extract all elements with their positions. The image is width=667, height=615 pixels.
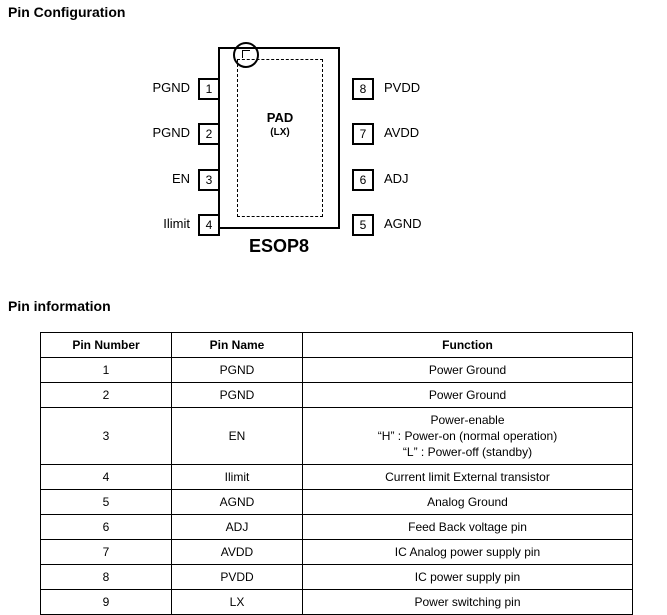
pin-label-6: ADJ: [384, 171, 409, 186]
pin-label-7: AVDD: [384, 125, 420, 140]
cell-function: [303, 408, 633, 465]
cell-pin-number: 3: [41, 408, 172, 465]
table-row: [41, 408, 633, 465]
function-line: Power-enable: [430, 413, 505, 427]
table-row: [41, 465, 633, 490]
table-row: [41, 515, 633, 540]
column-header-pin-name: Pin Name: [172, 333, 303, 358]
table-header-row: [41, 333, 633, 358]
cell-function: Feed Back voltage pin: [303, 515, 633, 540]
pin-label-1: PGND: [152, 80, 190, 95]
cell-pin-number: 4: [41, 465, 172, 490]
pin-box-2: 2: [198, 123, 220, 145]
cell-function: IC Analog power supply pin: [303, 540, 633, 565]
pad-label: PAD: [266, 110, 294, 125]
pin-box-3: 3: [198, 169, 220, 191]
cell-function: Power Ground: [303, 358, 633, 383]
cell-function: IC power supply pin: [303, 565, 633, 590]
exposed-pad-outline: [237, 59, 323, 217]
pin-box-1: 1: [198, 78, 220, 100]
cell-pin-number: 7: [41, 540, 172, 565]
table-row: [41, 383, 633, 408]
package-name-label: ESOP8: [248, 236, 310, 256]
cell-pin-name: AGND: [172, 490, 303, 515]
cell-pin-number: 1: [41, 358, 172, 383]
cell-pin-name: Ilimit: [172, 465, 303, 490]
table-row: [41, 358, 633, 383]
cell-pin-number: 6: [41, 515, 172, 540]
cell-pin-name: PGND: [172, 358, 303, 383]
column-header-function: Function: [303, 333, 633, 358]
pin-information-table: [40, 332, 633, 615]
cell-pin-name: ADJ: [172, 515, 303, 540]
table-row: [41, 540, 633, 565]
pin-information-table-wrapper: [40, 332, 632, 615]
cell-pin-number: 5: [41, 490, 172, 515]
pad-sublabel: (LX): [270, 127, 290, 138]
pin-box-6: 6: [352, 169, 374, 191]
pin-label-8: PVDD: [384, 80, 421, 95]
cell-pin-name: PVDD: [172, 565, 303, 590]
pin-label-3: EN: [171, 171, 190, 186]
column-header-pin-number: Pin Number: [41, 333, 172, 358]
cell-pin-name: LX: [172, 590, 303, 615]
cell-function: Power switching pin: [303, 590, 633, 615]
pin-box-5: 5: [352, 214, 374, 236]
pin-label-4: Ilimit: [163, 216, 190, 231]
cell-pin-name: PGND: [172, 383, 303, 408]
function-line: “H” : Power-on (normal operation): [377, 429, 558, 443]
table-row: [41, 565, 633, 590]
pin-label-5: AGND: [384, 216, 422, 231]
cell-function: Power Ground: [303, 383, 633, 408]
pin-box-4: 4: [198, 214, 220, 236]
cell-pin-name: AVDD: [172, 540, 303, 565]
pin-box-7: 7: [352, 123, 374, 145]
table-row: [41, 590, 633, 615]
cell-function: Current limit External transistor: [303, 465, 633, 490]
function-line: “L” : Power-off (standby): [402, 445, 533, 459]
table-row: [41, 490, 633, 515]
pin-information-heading: Pin information: [8, 298, 111, 314]
cell-pin-number: 9: [41, 590, 172, 615]
package-pinout-diagram: [0, 30, 667, 270]
cell-pin-number: 2: [41, 383, 172, 408]
pin-configuration-heading: Pin Configuration: [8, 4, 126, 20]
pin-box-8: 8: [352, 78, 374, 100]
cell-pin-number: 8: [41, 565, 172, 590]
cell-function: Analog Ground: [303, 490, 633, 515]
pin-label-2: PGND: [152, 125, 190, 140]
pin1-marker-icon: [233, 42, 259, 68]
cell-pin-name: EN: [172, 408, 303, 465]
